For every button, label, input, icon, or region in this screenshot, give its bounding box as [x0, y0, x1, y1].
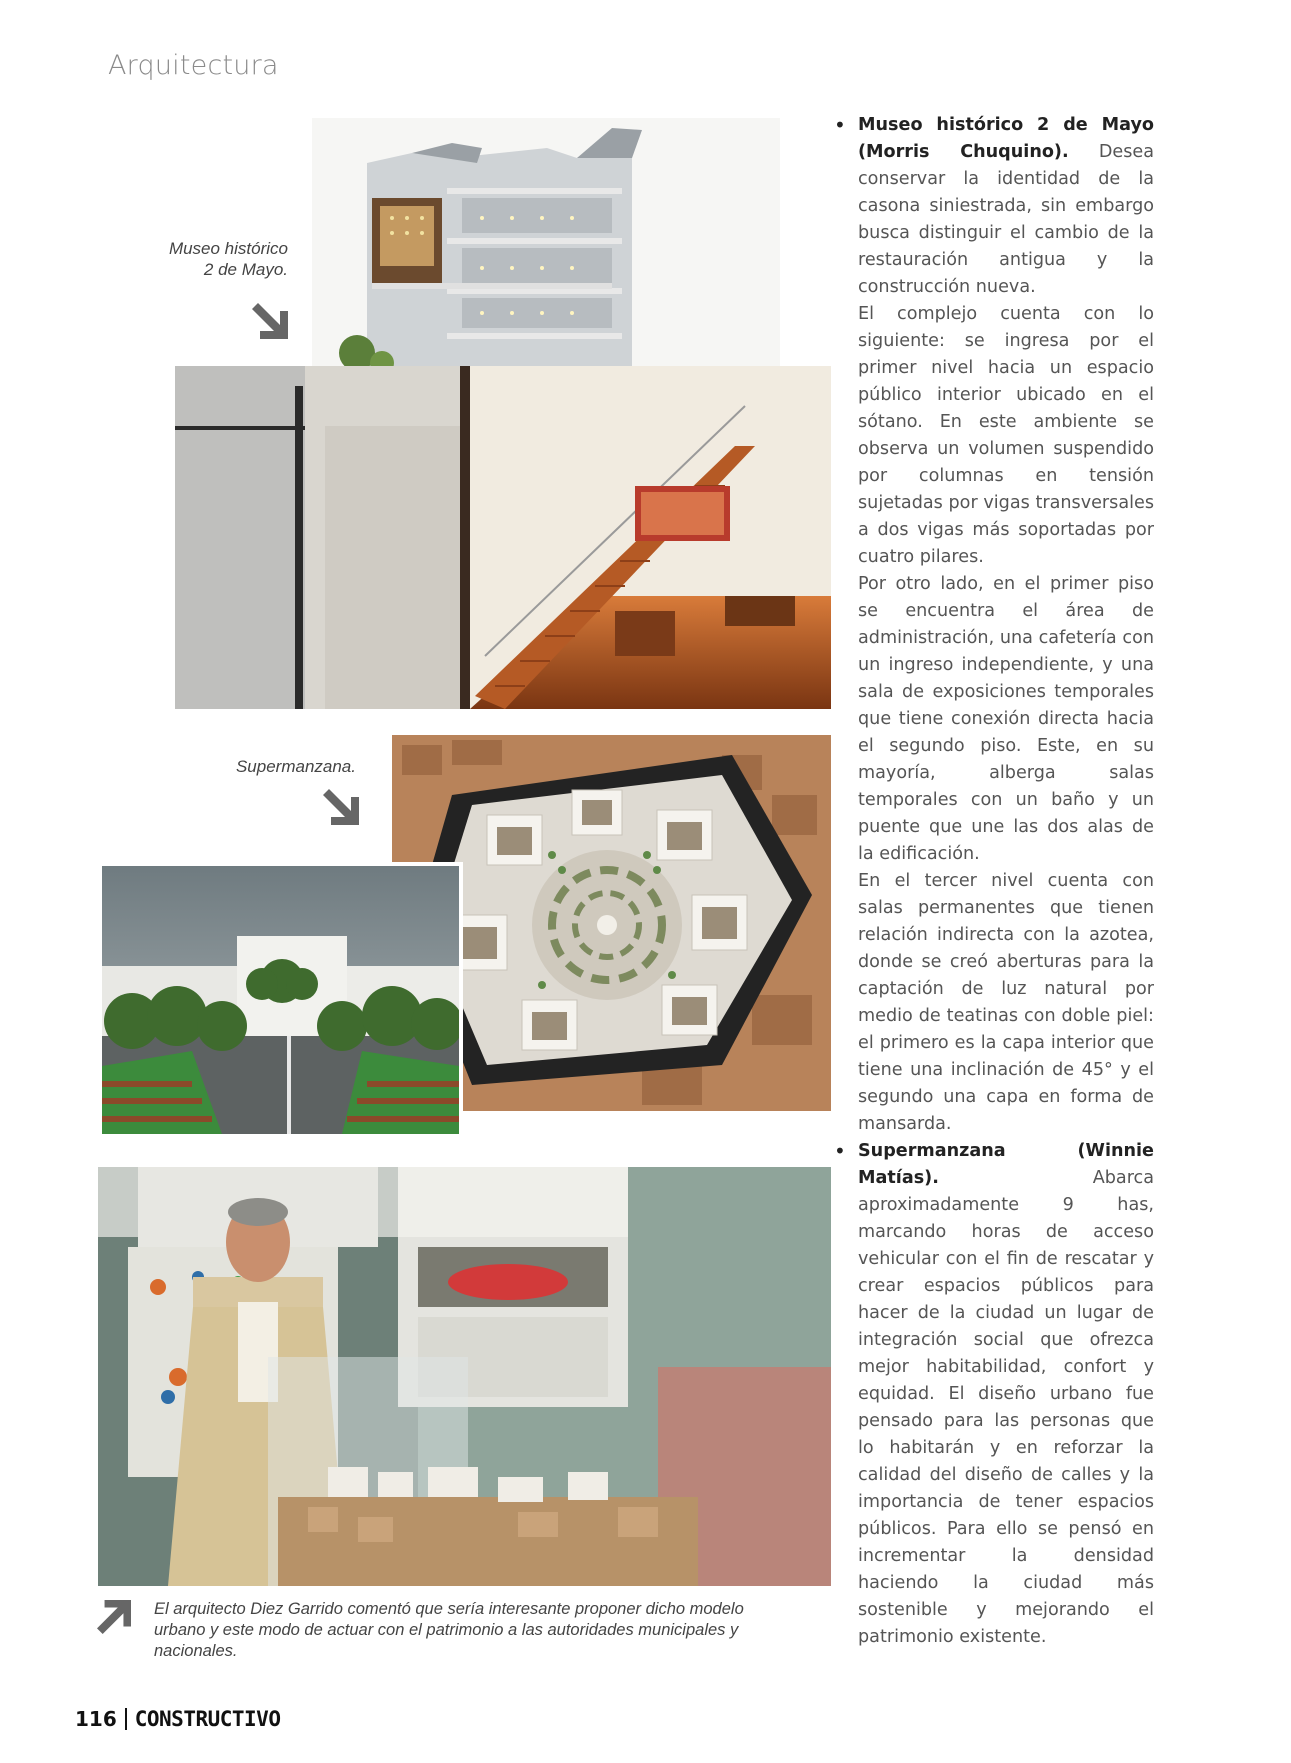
architect-photo — [98, 1167, 831, 1586]
museo-interior-image — [175, 366, 831, 709]
arrow-up-right-icon — [97, 1600, 131, 1634]
bullet-supermanzana-title: Supermanzana (Winnie Matías). — [858, 1141, 1154, 1188]
arrow-down-right-icon — [323, 789, 359, 825]
supermanzana-render-image — [98, 862, 463, 1138]
page-number: 116 — [75, 1707, 117, 1731]
caption-museo — [152, 238, 288, 280]
caption-museo-line1: Museo histórico — [168, 239, 288, 258]
bullet-dot: • — [834, 1139, 846, 1163]
bullet-museo-title: Museo histórico 2 de Mayo (Morris Chuquino). — [858, 115, 1154, 162]
magazine-name: CONSTRUCTIVO — [134, 1707, 281, 1731]
paragraph-primer-piso: Por otro lado, en el primer piso se encuentra el área de administración, una cafetería con un ingreso independiente, y una sala de exposiciones temporales que tiene conexión directa hacia el segundo piso. Este, en su mayoría, alberga salas temporales con un baño y un puente que une las dos alas de la edificación. — [858, 574, 1154, 864]
bottom-caption: El arquitecto Diez Garrido comentó que sería interesante proponer dicho modelo urbano y este modo de actuar con el patrimonio a las autoridades municipales y nacionales. — [154, 1600, 744, 1660]
arrow-down-right-icon — [252, 303, 288, 339]
page-footer — [75, 1707, 280, 1731]
caption-museo-line2: 2 de Mayo. — [203, 260, 288, 279]
paragraph-tercer-nivel: En el tercer nivel cuenta con salas permanentes que tienen relación indirecta con la azotea, donde se creó aberturas para la captación de luz natural por medio de teatinas con doble piel: el primero es la capa interior que tiene una inclinación de 45° y el segundo una capa en forma de mansarda. — [858, 871, 1154, 1134]
bullet-supermanzana-text: Abarca aproximadamente 9 has, marcando horas de acceso vehicular con el fin de rescatar y crear espacios públicos para hacer de la ciudad un lugar de integración social que ofrezca mejor habitabilidad, confort y equidad. El diseño urbano fue pensado para las personas que lo habitarán y en reforzar la calidad del diseño de calles y la importancia de tener espacios públicos. Para ello se pensó en incrementar la densidad haciendo la ciudad más sostenible y mejorando el patrimonio existente. — [858, 1168, 1154, 1647]
bullet-museo — [834, 112, 1154, 301]
footer-divider — [125, 1708, 127, 1730]
bullet-supermanzana — [834, 1138, 1154, 1651]
paragraph-complejo: El complejo cuenta con lo siguiente: se ingresa por el primer nivel hacia un espacio público interior ubicado en el sótano. En este ambiente se observa un volumen suspendido por columnas en tensión sujetadas por vigas transversales a dos vigas más soportadas por cuatro pilares. — [858, 304, 1154, 567]
caption-supermanzana: Supermanzana. — [235, 757, 356, 776]
bullet-dot: • — [834, 113, 846, 137]
article-text-column — [834, 112, 1154, 1651]
section-title: Arquitectura — [108, 50, 279, 81]
bullet-museo-intro: Desea conservar la identidad de la casona siniestrada, sin embargo busca distinguir el cambio de la restauración antigua y la construcción nueva. — [858, 142, 1154, 297]
